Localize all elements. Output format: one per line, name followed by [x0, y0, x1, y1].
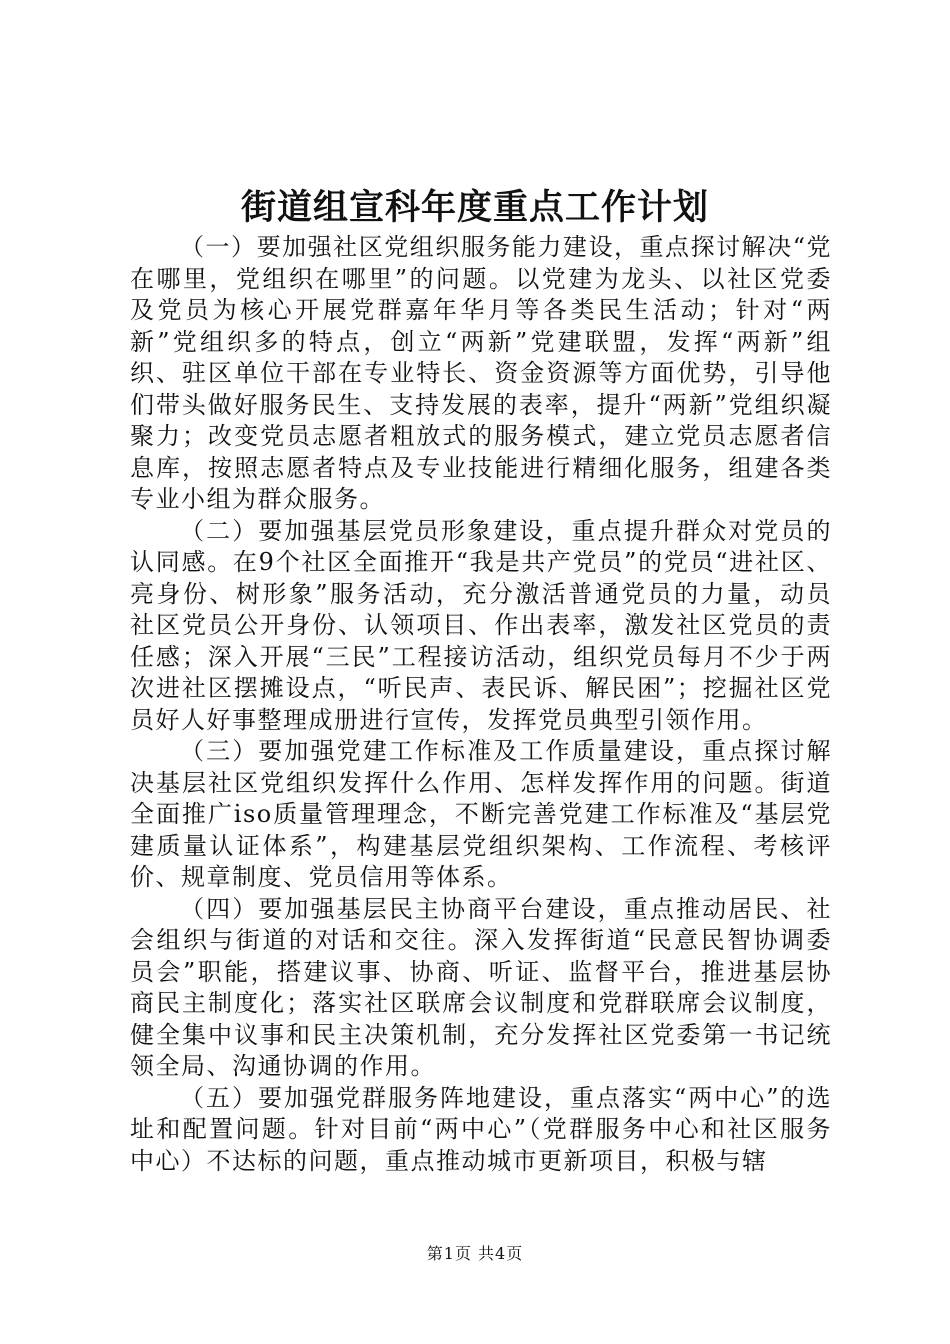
paragraph-5: （五）要加强党群服务阵地建设，重点落实“两中心”的选址和配置问题。针对目前“两中心”（党群服务中心和社区服务中心）不达标的问题，重点推动城市更新项目，积极与辖: [130, 1083, 832, 1175]
document-body: [130, 232, 832, 1177]
paragraph-2: （二）要加强基层党员形象建设，重点提升群众对党员的认同感。在9个社区全面推开“我是共产党员”的党员“进社区、亮身份、树形象”服务活动，充分激活普通党员的力量，动员社区党员公开身份、认领项目、作出表率，激发社区党员的责任感；深入开展“三民”工程接访活动，组织党员每月不少于两次进社区摆摊设点，“听民声、表民诉、解民困”；挖掘社区党员好人好事整理成册进行宣传，发挥党员典型引领作用。: [130, 516, 832, 734]
document-title: 街道组宣科年度重点工作计划: [240, 187, 709, 228]
paragraph-3: （三）要加强党建工作标准及工作质量建设，重点探讨解决基层社区党组织发挥什么作用、怎样发挥作用的问题。街道全面推广iso质量管理理念，不断完善党建工作标准及“基层党建质量认证体系”，构建基层党组织架构、工作流程、考核评价、规章制度、党员信用等体系。: [130, 737, 832, 891]
paragraph-4: （四）要加强基层民主协商平台建设，重点推动居民、社会组织与街道的对话和交往。深入发挥街道“民意民智协调委员会”职能，搭建议事、协商、听证、监督平台，推进基层协商民主制度化；落实社区联席会议制度和党群联席会议制度，健全集中议事和民主决策机制，充分发挥社区党委第一书记统领全局、沟通协调的作用。: [130, 894, 832, 1080]
paragraph-1: （一）要加强社区党组织服务能力建设，重点探讨解决“党在哪里，党组织在哪里”的问题。以党建为龙头、以社区党委及党员为核心开展党群嘉年华月等各类民生活动；针对“两新”党组织多的特点，创立“两新”党建联盟，发挥“两新”组织、驻区单位干部在专业特长、资金资源等方面优势，引导他们带头做好服务民生、支持发展的表率，提升“两新”党组织凝聚力；改变党员志愿者粗放式的服务模式，建立党员志愿者信息库，按照志愿者特点及专业技能进行精细化服务，组建各类专业小组为群众服务。: [130, 233, 832, 513]
page-number-footer: 第1页 共4页: [426, 1244, 524, 1263]
